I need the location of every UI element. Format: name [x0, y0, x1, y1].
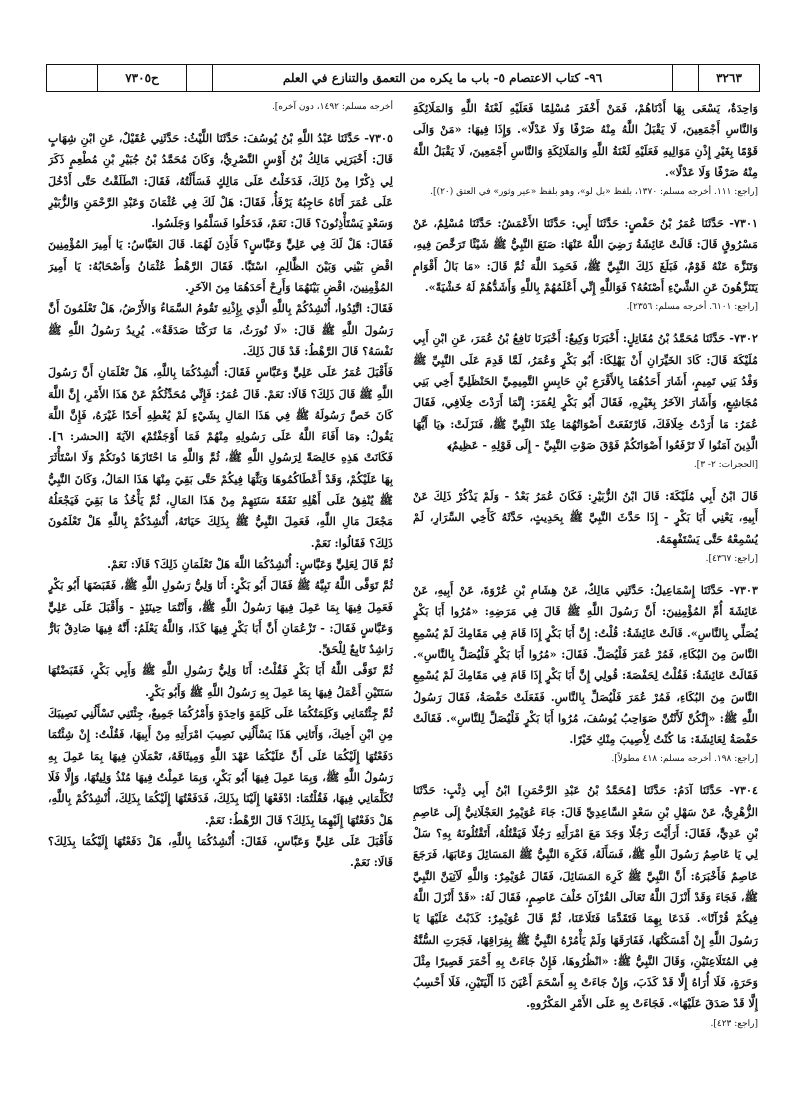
hadith-block: فَقَالَ: اتَّئِدُوا، أُنْشِدُكُمْ بِاللَّهِ الَّذِي بِإِذْنِهِ تَقُومُ السَّمَاءُ وَالأَرْضُ، هَلْ تَعْلَمُونَ أَنَّ رَسُولَ اللَّهِ ﷺ قَالَ: «لَا نُورَثُ، مَا تَرَكْنَا صَدَقَةٌ». يُرِيدُ رَسُولُ اللَّهِ ﷺ نَفْسَهُ؟ قَالَ الرَّهْطُ: قَدْ قَالَ ذَلِكَ. — [48, 301, 393, 358]
hadith-block: ثُمَّ قَالَ لِعَلِيٍّ وَعَبَّاسٍ: أُنْشِدُكُمَا اللَّهَ هَلْ تَعْلَمَانِ ذَلِكَ؟ قَالَا: نَعَمْ. — [107, 556, 393, 571]
hadith-reference: [الحجرات: ٢- ٣]. — [693, 460, 758, 471]
hadith-block: ٧٣٠٤- حَدَّثَنَا آدَمُ: حَدَّثَنَا [مُحَمَّدُ بْنُ عَبْدِ الرَّحْمَنِ] ابْنُ أَبِي ذِئْبٍ: حَدَّثَنَا الزُّهْرِيُّ، عَنْ سَهْلِ بْنِ سَعْدٍ السَّاعِدِيِّ قَالَ: جَاءَ عُوَيْمِرٌ العَجْلَانِيُّ إِلَى عَاصِمِ بْنِ عَدِيٍّ، فَقَالَ: أَرَأَيْتَ رَجُلًا وَجَدَ مَعَ امْرَأَتِهِ رَجُلًا فَيَقْتُلُهُ، أَتَقْتُلُونَهُ بِهِ؟ سَلْ لِي يَا عَاصِمُ رَسُولَ اللَّهِ ﷺ، فَسَأَلَهُ، فَكَرِهَ النَّبِيُّ ﷺ المَسَائِلَ وَعَابَهَا، فَرَجَعَ عَاصِمٌ فَأَخْبَرَهُ: أَنَّ النَّبِيَّ ﷺ كَرِهَ المَسَائِلَ، فَقَالَ عُوَيْمِرٌ: وَاللَّهِ لَآتِيَنَّ النَّبِيَّ ﷺ، فَجَاءَ وَقَدْ أَنْزَلَ اللَّهُ تَعَالَى القُرْآنَ خَلْفَ عَاصِمٍ، فَقَالَ لَهُ: «قَدْ أَنْزَلَ اللَّهُ فِيكُمْ قُرْآنًا». فَدَعَا بِهِمَا فَتَقَدَّمَا فَتَلَاعَنَا، ثُمَّ قَالَ عُوَيْمِرٌ: كَذَبْتُ عَلَيْهَا يَا رَسُولَ اللَّهِ إِنْ أَمْسَكْتُهَا، فَفَارَقَهَا وَلَمْ يَأْمُرْهُ النَّبِيُّ ﷺ بِفِرَاقِهَا، فَجَرَتِ السُّنَّةُ فِي المُتَلَاعِنَيْنِ، وَقَالَ النَّبِيُّ ﷺ: «انْظُرُوهَا، فَإِنْ جَاءَتْ بِهِ أَحْمَرَ قَصِيرًا مِثْلَ وَحَرَةٍ، فَلَا أُرَاهُ إِلَّا قَدْ كَذَبَ، وَإِنْ جَاءَتْ بِهِ أَسْحَمَ أَعْيَنَ ذَا أَلْيَتَيْنِ، فَلَا أَحْسِبُ إِلَّا قَدْ صَدَقَ عَلَيْهَا». فَجَاءَتْ بِهِ عَلَى الأَمْرِ المَكْرُوهِ. — [413, 783, 758, 1011]
hadith-block: ثُمَّ جِئْتُمَانِي وَكَلِمَتُكُمَا عَلَى كَلِمَةٍ وَاحِدَةٍ وَأَمْرُكُمَا جَمِيعٌ، جِئْتَنِي تَسْأَلُنِي نَصِيبَكَ مِنِ ابْنِ أَخِيكَ، وَأَتَانِي هَذَا يَسْأَلُنِي نَصِيبَ امْرَأَتِهِ مِنْ أَبِيهَا، فَقُلْتُ: إِنْ شِئْتُمَا دَفَعْتُهَا إِلَيْكُمَا عَلَى أَنَّ عَلَيْكُمَا عَهْدَ اللَّهِ وَمِيثَاقَهُ، تَعْمَلَانِ فِيهَا بِمَا عَمِلَ بِهِ رَسُولُ اللَّهِ ﷺ، وَبِمَا عَمِلَ فِيهَا أَبُو بَكْرٍ، وَبِمَا عَمِلْتُ فِيهَا مُنْذُ وَلِيتُهَا، وَإِلَّا فَلَا تُكَلِّمَانِي فِيهَا، فَقُلْتُمَا: ادْفَعْهَا إِلَيْنَا بِذَلِكَ، فَدَفَعْتُهَا إِلَيْكُمَا بِذَلِكَ، أُنْشِدُكُمْ بِاللَّهِ، هَلْ دَفَعْتُهَا إِلَيْهِمَا بِذَلِكَ؟ قَالَ الرَّهْطُ: نَعَمْ. — [48, 706, 393, 827]
hadith-block: فَأَقْبَلَ عَلَى عَلِيٍّ وَعَبَّاسٍ، فَقَالَ: أُنْشِدُكُمَا بِاللَّهِ، هَلْ دَفَعْتُهَا إِلَيْكُمَا بِذَلِكَ؟ قَالَا: نَعَمْ. — [48, 833, 393, 870]
hadith-range: ح٧٣٠٥ — [97, 65, 186, 91]
running-header — [46, 64, 760, 92]
hadith-block: فَأَقْبَلَ عُمَرُ عَلَى عَلِيٍّ وَعَبَّاسٍ فَقَالَ: أُنْشِدُكُمَا بِاللَّهِ، هَلْ تَعْلَمَانِ أَنَّ رَسُولَ اللَّهِ ﷺ قَالَ ذَلِكَ؟ قَالَا: نَعَمْ. قَالَ عُمَرُ: فَإِنِّي مُحَدِّثُكُمْ عَنْ هَذَا الأَمْرِ، إِنَّ اللَّهَ كَانَ خَصَّ رَسُولَهُ ﷺ فِي هَذَا المَالِ بِشَيْءٍ لَمْ يُعْطِهِ أَحَدًا غَيْرَهُ، فَإِنَّ اللَّهَ يَقُولُ: ﴿مَا أَفَاءَ اللَّهُ عَلَى رَسُولِهِ مِنْهُمْ فَمَا أَوْجَفْتُمْ﴾ الآيَةَ [الحشر: ٦]. فَكَانَتْ هَذِهِ خَالِصَةً لِرَسُولِ اللَّهِ ﷺ، ثُمَّ وَاللَّهِ مَا احْتَازَهَا دُونَكُمْ وَلَا اسْتَأْثَرَ بِهَا عَلَيْكُمْ، وَقَدْ أَعْطَاكُمُوهَا وَبَثَّهَا فِيكُمْ حَتَّى بَقِيَ مِنْهَا هَذَا المَالُ، وَكَانَ النَّبِيُّ ﷺ يُنْفِقُ عَلَى أَهْلِهِ نَفَقَةَ سَنَتِهِمْ مِنْ هَذَا المَالِ، ثُمَّ يَأْخُذُ مَا بَقِيَ فَيَجْعَلُهُ مَجْعَلَ مَالِ اللَّهِ، فَعَمِلَ النَّبِيُّ ﷺ بِذَلِكَ حَيَاتَهُ، أُنْشِدُكُمْ بِاللَّهِ هَلْ تَعْلَمُونَ ذَلِكَ؟ فَقَالُوا: نَعَمْ. — [48, 365, 393, 550]
left-column — [48, 98, 393, 1098]
hadith-block: ٧٣٠١- حَدَّثَنَا عُمَرُ بْنُ حَفْصٍ: حَدَّثَنَا أَبِي: حَدَّثَنَا الأَعْمَشُ: حَدَّثَنَا مُسْلِمٌ، عَنْ مَسْرُوقٍ قَالَ: قَالَتْ عَائِشَةُ رَضِيَ اللَّهُ عَنْهَا: صَنَعَ النَّبِيُّ ﷺ شَيْئًا تَرَخَّصَ فِيهِ، وَتَنَزَّهَ عَنْهُ قَوْمٌ، فَبَلَغَ ذَلِكَ النَّبِيَّ ﷺ، فَحَمِدَ اللَّهَ ثُمَّ قَالَ: «مَا بَالُ أَقْوَامٍ يَتَنَزَّهُونَ عَنِ الشَّيْءِ أَصْنَعُهُ؟ فَوَاللَّهِ إِنِّي أَعْلَمُهُمْ بِاللَّهِ وَأَشَدُّهُمْ لَهُ خَشْيَةً». — [413, 216, 758, 295]
hadith-block: فَقَالَ: هَلْ لَكَ فِي عَلِيٍّ وَعَبَّاسٍ؟ فَأَذِنَ لَهُمَا. قَالَ العَبَّاسُ: يَا أَمِيرَ المُؤْمِنِينَ اقْضِ بَيْنِي وَبَيْنَ الظَّالِمِ، اسْتَبَّا. فَقَالَ الرَّهْطُ عُثْمَانُ وَأَصْحَابُهُ: يَا أَمِيرَ المُؤْمِنِينَ، اقْضِ بَيْنَهُمَا وَأَرِحْ أَحَدَهُمَا مِنَ الآخَرِ. — [48, 237, 393, 295]
header-spacer-right — [672, 65, 698, 91]
hadith-block: ثُمَّ تَوَفَّى اللَّهُ نَبِيَّهُ ﷺ فَقَالَ أَبُو بَكْرٍ: أَنَا وَلِيُّ رَسُولِ اللَّهِ ﷺ، فَقَبَضَهَا أَبُو بَكْرٍ فَعَمِلَ فِيهَا بِمَا عَمِلَ فِيهَا رَسُولُ اللَّهِ ﷺ، وَأَنْتُمَا حِينَئِذٍ - وَأَقْبَلَ عَلَى عَلِيٍّ وَعَبَّاسٍ فَقَالَ: - تَزْعُمَانِ أَنَّ أَبَا بَكْرٍ فِيهَا كَذَا، وَاللَّهُ يَعْلَمُ: أَنَّهُ فِيهَا صَادِقٌ بَارٌّ رَاشِدٌ تَابِعٌ لِلْحَقِّ. — [48, 578, 393, 657]
hadith-reference: [راجع: ٤٣٦٧]. — [705, 554, 758, 565]
hadith-reference: أخرجه مسلم: ١٤٩٢، دون آخره]. — [271, 102, 393, 112]
hadith-block: قَالَ ابْنُ أَبِي مُلَيْكَةَ: قَالَ ابْنُ الزُّبَيْرِ: فَكَانَ عُمَرُ بَعْدُ - وَلَمْ يَذْكُرْ ذَلِكَ عَنْ أَبِيهِ، يَعْنِي أَبَا بَكْرٍ - إِذَا حَدَّثَ النَّبِيَّ ﷺ بِحَدِيثٍ، حَدَّثَهُ كَأَخِي السِّرَارِ، لَمْ يُسْمِعْهُ حَتَّى يَسْتَفْهِمَهُ. — [413, 489, 758, 546]
hadith-block: ٧٣٠٣- حَدَّثَنَا إِسْمَاعِيلُ: حَدَّثَنِي مَالِكٌ، عَنْ هِشَامِ بْنِ عُرْوَةَ، عَنْ أَبِيهِ، عَنْ عَائِشَةَ أُمِّ المُؤْمِنِينَ: أَنَّ رَسُولَ اللَّهِ ﷺ قَالَ فِي مَرَضِهِ: «مُرُوا أَبَا بَكْرٍ يُصَلِّي بِالنَّاسِ». قَالَتْ عَائِشَةُ: قُلْتُ: إِنَّ أَبَا بَكْرٍ إِذَا قَامَ فِي مَقَامِكَ لَمْ يُسْمِعِ النَّاسَ مِنَ البُكَاءِ، فَمُرْ عُمَرَ فَلْيُصَلِّ. فَقَالَ: «مُرُوا أَبَا بَكْرٍ فَلْيُصَلِّ بِالنَّاسِ». فَقَالَتْ عَائِشَةُ: فَقُلْتُ لِحَفْصَةَ: قُولِي إِنَّ أَبَا بَكْرٍ إِذَا قَامَ فِي مَقَامِكَ لَمْ يُسْمِعِ النَّاسَ مِنَ البُكَاءِ، فَمُرْ عُمَرَ فَلْيُصَلِّ بِالنَّاسِ. فَفَعَلَتْ حَفْصَةُ، فَقَالَ رَسُولُ اللَّهِ ﷺ: «إِنَّكُنَّ لَأَنْتُنَّ صَوَاحِبُ يُوسُفَ، مُرُوا أَبَا بَكْرٍ فَلْيُصَلِّ لِلنَّاسِ». فَقَالَتْ حَفْصَةُ لِعَائِشَةَ: مَا كُنْتُ لِأُصِيبَ مِنْكِ خَيْرًا. — [413, 583, 758, 747]
header-spacer-empty — [47, 65, 97, 91]
hadith-reference: [راجع: ٦١٠١. أخرجه مسلم: ٢٣٥٦]. — [626, 302, 758, 313]
hadith-block: ثُمَّ تَوَفَّى اللَّهُ أَبَا بَكْرٍ فَقُلْتُ: أَنَا وَلِيُّ رَسُولِ اللَّهِ ﷺ وَأَبِي بَكْرٍ، فَقَبَضْتُهَا سَنَتَيْنِ أَعْمَلُ فِيهَا بِمَا عَمِلَ بِهِ رَسُولُ اللَّهِ ﷺ وَأَبُو بَكْرٍ. — [48, 663, 393, 699]
page-number: ٣٢٦٣ — [698, 65, 759, 91]
hadith-reference: [راجع: ١٩٨. أخرجه مسلم: ٤١٨ مطولاً]. — [611, 754, 758, 765]
header-spacer-left — [186, 65, 212, 91]
hadith-block: ٧٣٠٢- حَدَّثَنَا مُحَمَّدُ بْنُ مُقَاتِلٍ: أَخْبَرَنَا وَكِيعٌ: أَخْبَرَنَا نَافِعُ بْنُ عُمَرَ، عَنِ ابْنِ أَبِي مُلَيْكَةَ قَالَ: كَادَ الخَيِّرَانِ أَنْ يَهْلِكَا: أَبُو بَكْرٍ وَعُمَرُ، لَمَّا قَدِمَ عَلَى النَّبِيِّ ﷺ وَفْدُ بَنِي تَمِيمٍ، أَشَارَ أَحَدُهُمَا بِالأَقْرَعِ بْنِ حَابِسٍ التَّمِيمِيِّ الحَنْظَلِيِّ أَخِي بَنِي مُجَاشِعٍ، وَأَشَارَ الآخَرُ بِغَيْرِهِ، فَقَالَ أَبُو بَكْرٍ لِعُمَرَ: إِنَّمَا أَرَدْتَ خِلَافِي، فَقَالَ عُمَرُ: مَا أَرَدْتُ خِلَافَكَ، فَارْتَفَعَتْ أَصْوَاتُهُمَا عِنْدَ النَّبِيِّ ﷺ، فَنَزَلَتْ: ﴿يَا أَيُّهَا الَّذِينَ آمَنُوا لَا تَرْفَعُوا أَصْوَاتَكُمْ فَوْقَ صَوْتِ النَّبِيِّ - إِلَى قَوْلِهِ - عَظِيمٌ﴾ — [413, 331, 758, 452]
hadith-block: وَاحِدَةٌ، يَسْعَى بِهَا أَدْنَاهُمْ، فَمَنْ أَخْفَرَ مُسْلِمًا فَعَلَيْهِ لَعْنَةُ اللَّهِ وَالمَلَائِكَةِ وَالنَّاسِ أَجْمَعِينَ، لَا يَقْبَلُ اللَّهُ مِنْهُ صَرْفًا وَلَا عَدْلًا». وَإِذَا فِيهَا: «مَنْ وَالَى قَوْمًا بِغَيْرِ إِذْنِ مَوَالِيهِ فَعَلَيْهِ لَعْنَةُ اللَّهِ وَالمَلَائِكَةِ وَالنَّاسِ أَجْمَعِينَ، لَا يَقْبَلُ اللَّهُ مِنْهُ صَرْفًا وَلَا عَدْلًا». — [413, 101, 758, 179]
hadith-reference: [راجع: ١١١. أخرجه مسلم: ١٣٧٠، بلفظ «بل لو»، وهو بلفظ «عير وثور» في العتق (٢٠)]. — [430, 187, 758, 198]
right-column — [413, 98, 758, 1098]
hadith-block: ٧٣٠٥- حَدَّثَنَا عَبْدُ اللَّهِ بْنُ يُوسُفَ: حَدَّثَنَا اللَّيْثُ: حَدَّثَنِي عُقَيْلٌ، عَنِ ابْنِ شِهَابٍ قَالَ: أَخْبَرَنِي مَالِكُ بْنُ أَوْسٍ النَّصْرِيُّ، وَكَانَ مُحَمَّدُ بْنُ جُبَيْرِ بْنِ مُطْعِمٍ ذَكَرَ لِي ذِكْرًا مِنْ ذَلِكَ، فَدَخَلْتُ عَلَى مَالِكٍ فَسَأَلْتُهُ، فَقَالَ: انْطَلَقْتُ حَتَّى أَدْخُلَ عَلَى عُمَرَ أَتَاهُ حَاجِبُهُ يَرْفَأُ، فَقَالَ: هَلْ لَكَ فِي عُثْمَانَ وَعَبْدِ الرَّحْمَنِ وَالزُّبَيْرِ وَسَعْدٍ يَسْتَأْذِنُونَ؟ قَالَ: نَعَمْ، فَدَخَلُوا فَسَلَّمُوا وَجَلَسُوا. — [48, 131, 393, 231]
chapter-title: ٩٦- كتاب الاعتصام ٥- باب ما يكره من التعمق والتنازع في العلم — [212, 65, 672, 91]
hadith-reference: [راجع: ٤٢٣]. — [710, 1018, 758, 1029]
